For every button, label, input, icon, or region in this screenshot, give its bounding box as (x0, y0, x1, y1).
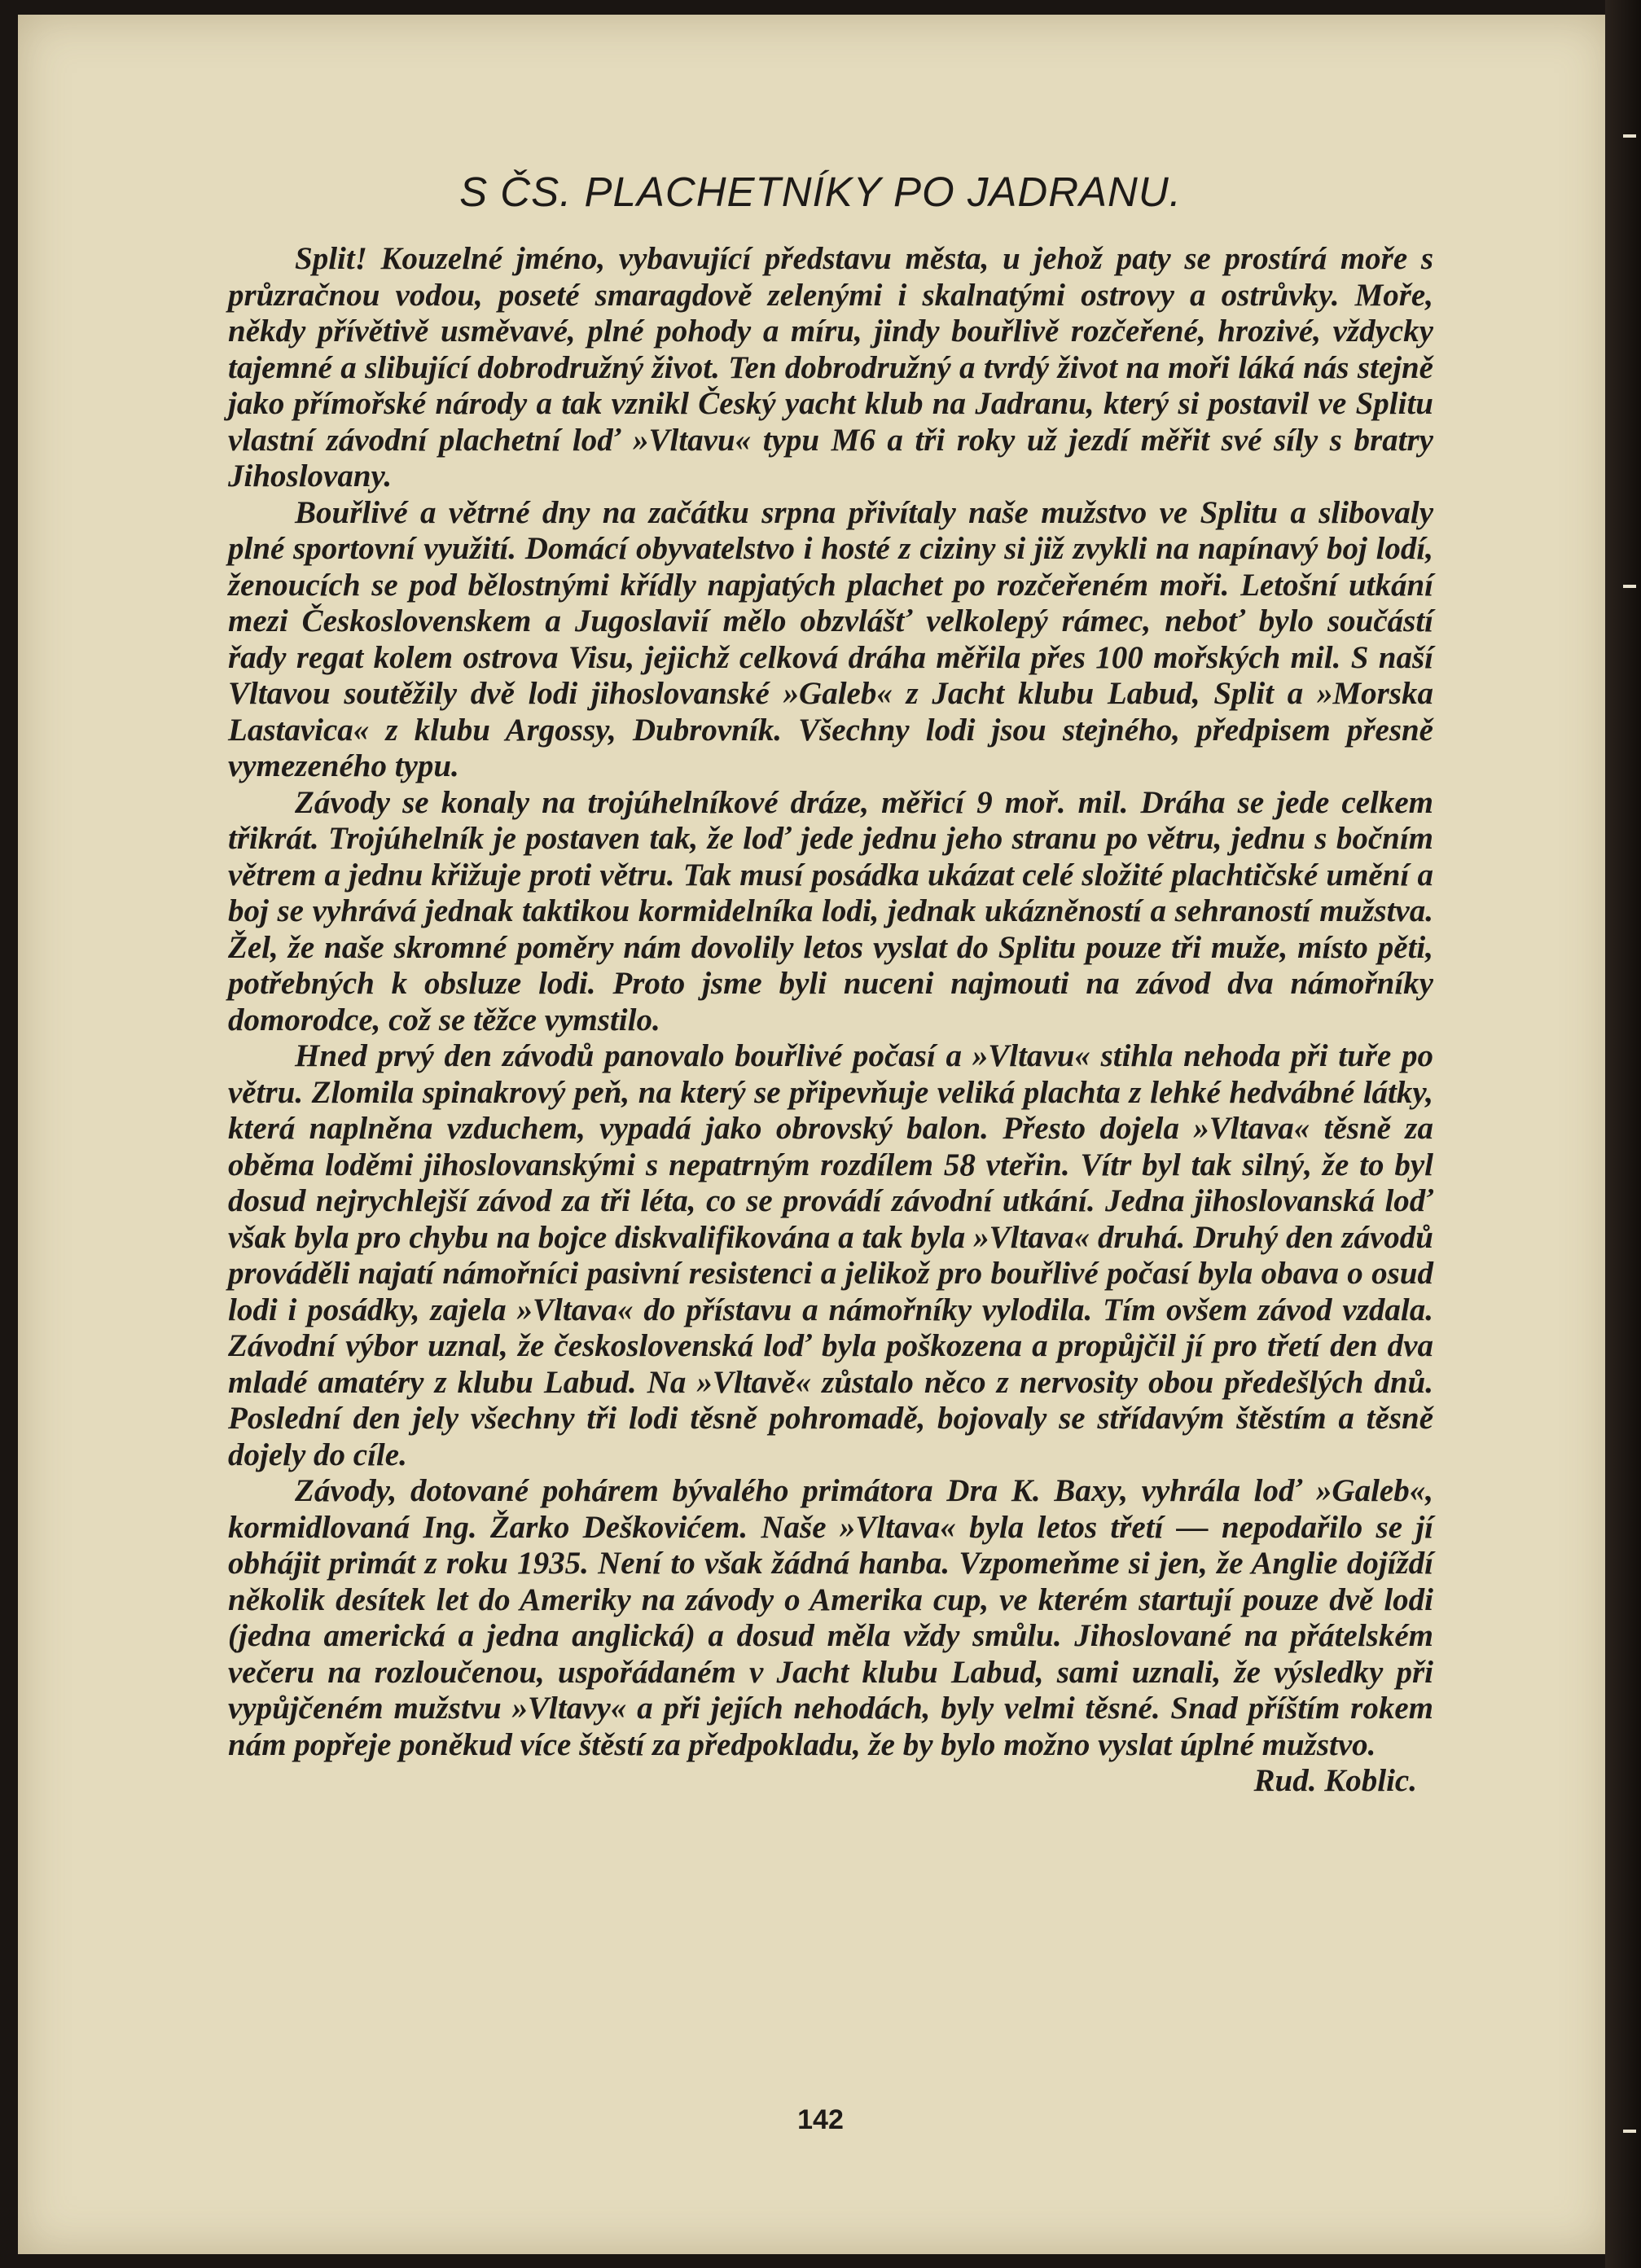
article-body (228, 241, 1433, 1800)
paragraph-3: Závody se konaly na trojúhelníkové dráze, měřicí 9 moř. mil. Dráha se jede celkem třikrát. Trojúhelník je postaven tak, že loď jede jednu jeho stranu po větru, jednu s bočním větrem a jednu křižuje proti větru. Tak musí posádka ukázat celé složité plachtičské umění a boj se vyhrává jednak taktikou kormidelníka lodi, jednak ukázněností a sehraností mužstva. Žel, že naše skromné poměry nám dovolily letos vyslat do Splitu pouze tři muže, místo pěti, potřebných k obsluze lodi. Proto jsme byli nuceni najmouti na závod dva námořníky domorodce, což se těžce vymstilo. (228, 784, 1433, 1037)
book-spine (1605, 0, 1641, 2268)
paragraph-5-text: Závody, dotované pohárem bývalého primátora Dra K. Baxy, vyhrála loď »Galeb«, kormidlovaná Ing. Žarko Deškovićem. Naše »Vltava« byla letos třetí — nepodařilo se jí obhájit primát z roku 1935. Není to však žádná hanba. Vzpomeňme si jen, že Anglie dojíždí několik desítek let do Ameriky na závody o Amerika cup, ve kterém startují pouze dvě lodi (jedna americká a jedna anglická) a dosud měla vždy smůlu. Jihoslované na přátelském večeru na rozloučenou, uspořádaném v Jacht klubu Labud, sami uznali, že výsledky při vypůjčeném mužstvu »Vltavy« a při jejích nehodách, byly velmi těsné. Snad příštím rokem nám popřeje poněkud více štěstí za předpokladu, že by bylo možno vyslat úplné mužstvo. (228, 1473, 1433, 1762)
paragraph-2: Bouřlivé a větrné dny na začátku srpna přivítaly naše mužstvo ve Splitu a slibovaly plné sportovní využití. Domácí obyvatelstvo i hosté z ciziny si již zvykli na napínavý boj lodí, ženoucích se pod bělostnými křídly napjatých plachet po rozčeřeném moři. Letošní utkání mezi Československem a Jugoslavií mělo obzvlášť velkolepý rámec, neboť bylo součástí řady regat kolem ostrova Visu, jejichž celková dráha měřila přes 100 mořských mil. S naší Vltavou soutěžily dvě lodi jihoslovanské »Galeb« z Jacht klubu Labud, Split a »Morska Lastavica« z klubu Argossy, Dubrovník. Všechny lodi jsou stejného, předpisem přesně vymezeného typu. (228, 494, 1433, 783)
paragraph-1: Split! Kouzelné jméno, vybavující představu města, u jehož paty se prostírá moře s průzračnou vodou, poseté smaragdově zelenými i skalnatými ostrovy a ostrůvky. Moře, někdy přívětivě usměvavé, plné pohody a míru, jindy bouřlivě rozčeřené, hrozivé, vždycky tajemné a slibující dobrodružný život. Ten dobrodružný a tvrdý život na moři láká nás stejně jako přímořské národy a tak vznikl Český yacht klub na Jadranu, který si postavil ve Splitu vlastní závodní plachetní loď »Vltavu« typu M6 a tři roky už jezdí měřit své síly s bratry Jihoslovany. (228, 241, 1433, 494)
page-number: 142 (797, 2104, 844, 2135)
article-title: S ČS. PLACHETNÍKY PO JADRANU. (459, 169, 1182, 215)
author-signature: Rud. Koblic. (1253, 1763, 1417, 1798)
paragraph-4: Hned prvý den závodů panovalo bouřlivé počasí a »Vltavu« stihla nehoda při tuře po větru. Zlomila spinakrový peň, na který se připevňuje veliká plachta z lehké hedvábné látky, která naplněna vzduchem, vypadá jako obrovský balon. Přesto dojela »Vltava« těsně za oběma loděmi jihoslovanskými s nepatrným rozdílem 58 vteřin. Vítr byl tak silný, že to byl dosud nejrychlejší závod za tři léta, co se provádí závodní utkání. Jedna jihoslovanská loď však byla pro chybu na bojce diskvalifikována a tak byla »Vltava« druhá. Druhý den závodů prováděli najatí námořníci pasivní resistenci a jelikož pro bouřlivé počasí byla obava o osud lodi i posádky, zajela »Vltava« do přístavu a námořníky vylodila. Tím ovšem závod vzdala. Závodní výbor uznal, že československá loď byla poškozena a propůjčil jí pro třetí den dva mladé amatéry z klubu Labud. Na »Vltavě« zůstalo něco z nervosity obou předešlých dnů. Poslední den jely všechny tři lodi těsně pohromadě, bojovaly se střídavým štěstím a těsně dojely do cíle. (228, 1038, 1433, 1472)
paragraph-5 (228, 1473, 1433, 1798)
spine-mark (1623, 134, 1636, 138)
spine-mark (1623, 585, 1636, 588)
